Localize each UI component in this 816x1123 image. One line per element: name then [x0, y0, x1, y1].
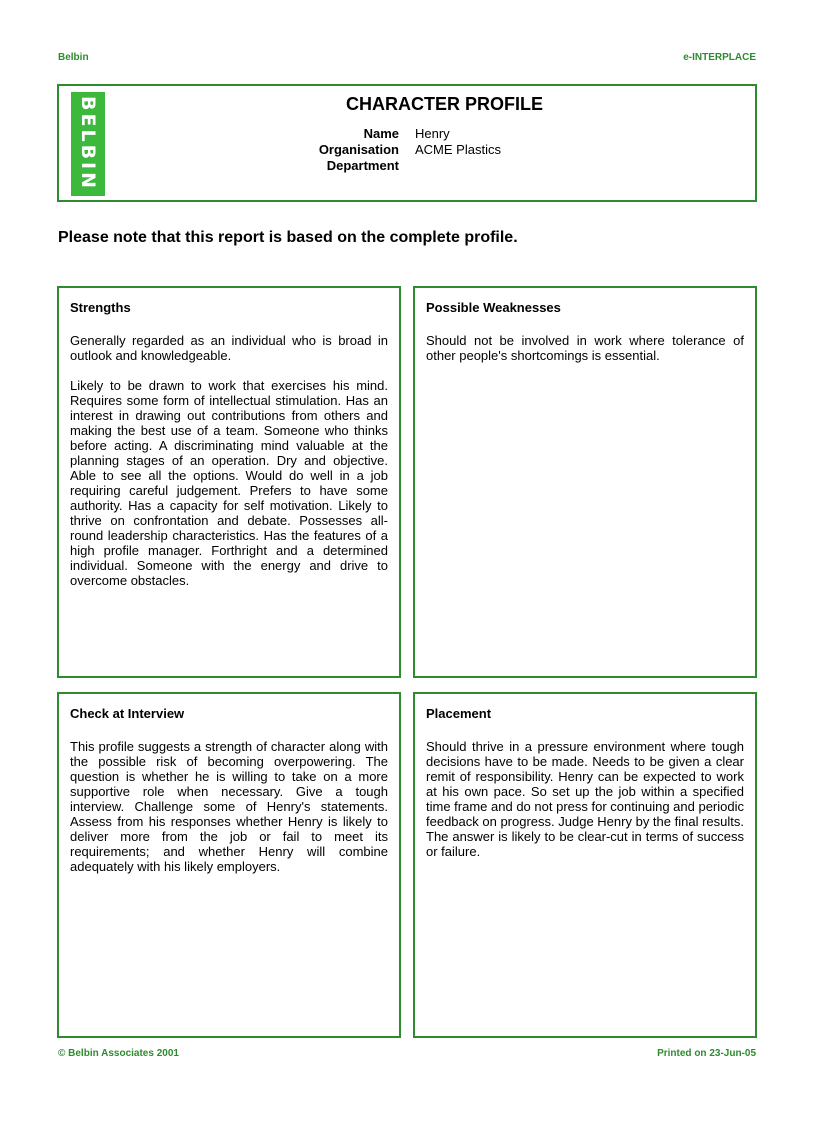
footer-print-date: Printed on 23-Jun-05 [657, 1048, 756, 1059]
panel-title: Check at Interview [70, 706, 185, 721]
panel-title: Strengths [70, 300, 131, 315]
field-value [415, 158, 615, 174]
profile-title: CHARACTER PROFILE [346, 94, 543, 114]
field-label: Department [326, 158, 399, 173]
field-label: Organisation [318, 142, 399, 157]
panel-paragraph: Generally regarded as an individual who is broad in outlook and knowledgeable. [70, 333, 388, 363]
panel-title: Placement [426, 706, 492, 721]
field-value: ACME Plastics [415, 142, 501, 157]
panel-paragraph: Should thrive in a pressure environment where tough decisions have to be made. Needs to be given a clear remit of responsibility. Henry can be expected to work at his own pace. So set up the job within a specified time frame and do not press for continuing and periodic feedback on progress. Judge Henry by the final results. The answer is likely to be clear-cut in terms of success or failure. [426, 739, 744, 859]
report-notice: Please note that this report is based on the complete profile. [58, 229, 518, 246]
weaknesses-panel [413, 286, 757, 678]
strengths-panel [57, 286, 401, 678]
field-row-organisation [259, 142, 615, 158]
panel-title: Possible Weaknesses [426, 300, 561, 315]
field-row-name [259, 126, 615, 142]
interview-panel [57, 692, 401, 1038]
panel-paragraph: Likely to be drawn to work that exercises his mind. Requires some form of intellectual stimulation. Has an interest in drawing out contributions from others and making the best use of a team. Someone who thinks before acting. A discriminating mind valuable at the planning stages of an operation. Dry and objective. Able to see all the options. Would do well in a job requiring careful judgement. Prefers to have some authority. Has a capacity for self motivation. Likely to thrive on confrontation and debate. Possesses all-round leadership characteristics. Has the features of a high profile manager. Forthright and a determined individual. Someone with the energy and drive to overcome obstacles. [70, 378, 388, 588]
profile-fields [259, 126, 615, 174]
panel-paragraph: Should not be involved in work where tolerance of other people's shortcomings is essential. [426, 333, 744, 363]
placement-panel [413, 692, 757, 1038]
profile-box [57, 84, 757, 202]
footer-copyright: © Belbin Associates 2001 [58, 1048, 179, 1059]
field-value: Henry [415, 126, 450, 141]
header-brand: Belbin [58, 52, 89, 63]
field-label: Name [363, 126, 399, 141]
field-row-department [259, 158, 615, 174]
header-product: e-INTERPLACE [683, 52, 756, 63]
panel-paragraph: This profile suggests a strength of character along with the possible risk of becoming overpowering. The question is whether he is willing to take on a more supportive role when necessary. Give a tough interview. Challenge some of Henry's statements. Assess from his responses whether Henry is likely to deliver more from the job or fail to meet its requirements; and whether Henry will combine adequately with his likely employers. [70, 739, 388, 874]
logo-text: BELBIN [77, 96, 99, 192]
